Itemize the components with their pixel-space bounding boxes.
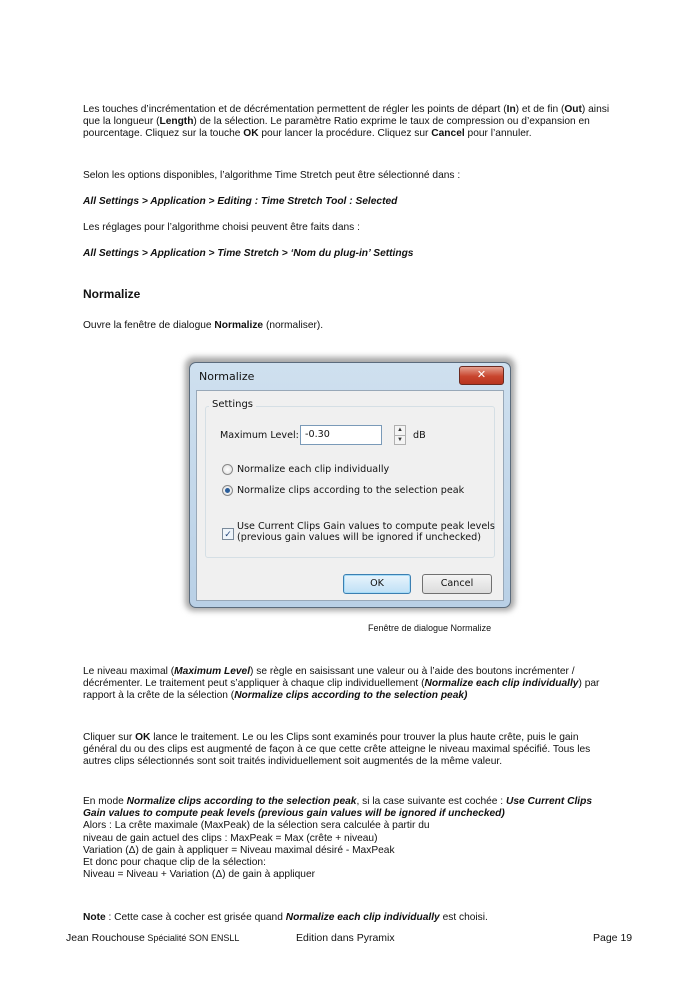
note-paragraph: Note : Cette case à cocher est grisée quand Normalize each clip individually est choisi. — [83, 912, 488, 923]
dialog-title: Normalize — [199, 370, 255, 383]
figure-caption: Fenêtre de dialogue Normalize — [368, 623, 492, 633]
use-gain-label: Use Current Clips Gain values to compute peak levels (previous gain values will be ignored if unchecked) — [237, 521, 495, 543]
spin-up-icon[interactable]: ▲ — [397, 427, 403, 433]
use-gain-checkbox[interactable]: ✓ — [222, 528, 234, 540]
max-level-label: Maximum Level: — [220, 430, 299, 441]
cancel-button[interactable]: Cancel — [422, 574, 492, 594]
unit-label: dB — [413, 430, 426, 441]
settings-group-label: Settings — [209, 399, 256, 411]
ok-button[interactable]: OK — [343, 574, 411, 594]
radio-selection-peak-label: Normalize clips according to the selection peak — [237, 485, 465, 496]
footer-author: Jean Rouchouse Spécialité SON ENSLL — [66, 932, 240, 944]
body-paragraph-3: En mode Normalize clips according to the selection peak, si la case suivante est cochée : Use Current Clips Gain values to compute peak levels (previous gain values will be ignored if unchecked) Alors : La crête maximale (MaxPeak) de la sélection sera calculée à partir du niveau de gain actuel des clips : MaxPeak = Max (crête + niveau) Variation (Δ) de gain à appliquer = Niveau maximal désiré - MaxPeak Et donc pour chaque clip de la sélection: Niveau = Niveau + Variation (Δ) de gain à appliquer — [83, 796, 593, 881]
radio-each-clip[interactable] — [222, 464, 233, 475]
close-icon: ✕ — [476, 369, 487, 381]
radio-selection-peak[interactable] — [222, 485, 233, 496]
normalize-dialog — [189, 362, 511, 608]
intro-paragraph: Les touches d’incrémentation et de décrémentation permettent de régler les points de départ (In) et de fin (Out) ainsi que la longueur (Length) de la sélection. Le paramètre Ratio exprime le taux de compression ou d’expansion en pourcentage. Cliquez sur la touche OK pour lancer la procédure. Cliquez sur Cancel pour l’annuler. — [83, 104, 610, 140]
radio-each-clip-label: Normalize each clip individually — [237, 464, 390, 475]
section-title: Normalize — [83, 287, 141, 301]
close-button[interactable] — [459, 366, 504, 385]
dialog-body — [196, 390, 504, 601]
max-level-input[interactable]: -0.30 — [300, 425, 382, 445]
settings-path-1: All Settings > Application > Editing : Time Stretch Tool : Selected — [83, 196, 398, 207]
settings-paragraph: Les réglages pour l’algorithme choisi peuvent être faits dans : — [83, 222, 360, 233]
options-paragraph: Selon les options disponibles, l’algorithme Time Stretch peut être sélectionné dans : — [83, 170, 461, 181]
spin-down-icon[interactable]: ▼ — [395, 435, 405, 445]
settings-path-2: All Settings > Application > Time Stretch > ‘Nom du plug-in’ Settings — [83, 248, 414, 259]
page-number: Page 19 — [593, 932, 633, 944]
body-paragraph-1: Le niveau maximal (Maximum Level) se règle en saisissant une valeur ou à l’aide des boutons incrémenter / décrémenter. Le traitement peut s’appliquer à chaque clip individuellement (Normalize each clip individually) par rapport à la crête de la sélection (Normalize clips according to the selection peak) — [83, 666, 600, 702]
footer-center: Edition dans Pyramix — [296, 932, 395, 944]
section-intro: Ouvre la fenêtre de dialogue Normalize (normaliser). — [83, 320, 324, 331]
max-level-stepper[interactable] — [394, 425, 406, 445]
body-paragraph-2: Cliquer sur OK lance le traitement. Le ou les Clips sont examinés pour trouver la plus haute crête, puis le gain général du ou des clips est augmenté de façon à ce que cette crête atteigne le niveau maximal spécifié. Tous les autres clips sélectionnés sont soit traités individuellement soit augmentés de la même valeur. — [83, 732, 591, 768]
